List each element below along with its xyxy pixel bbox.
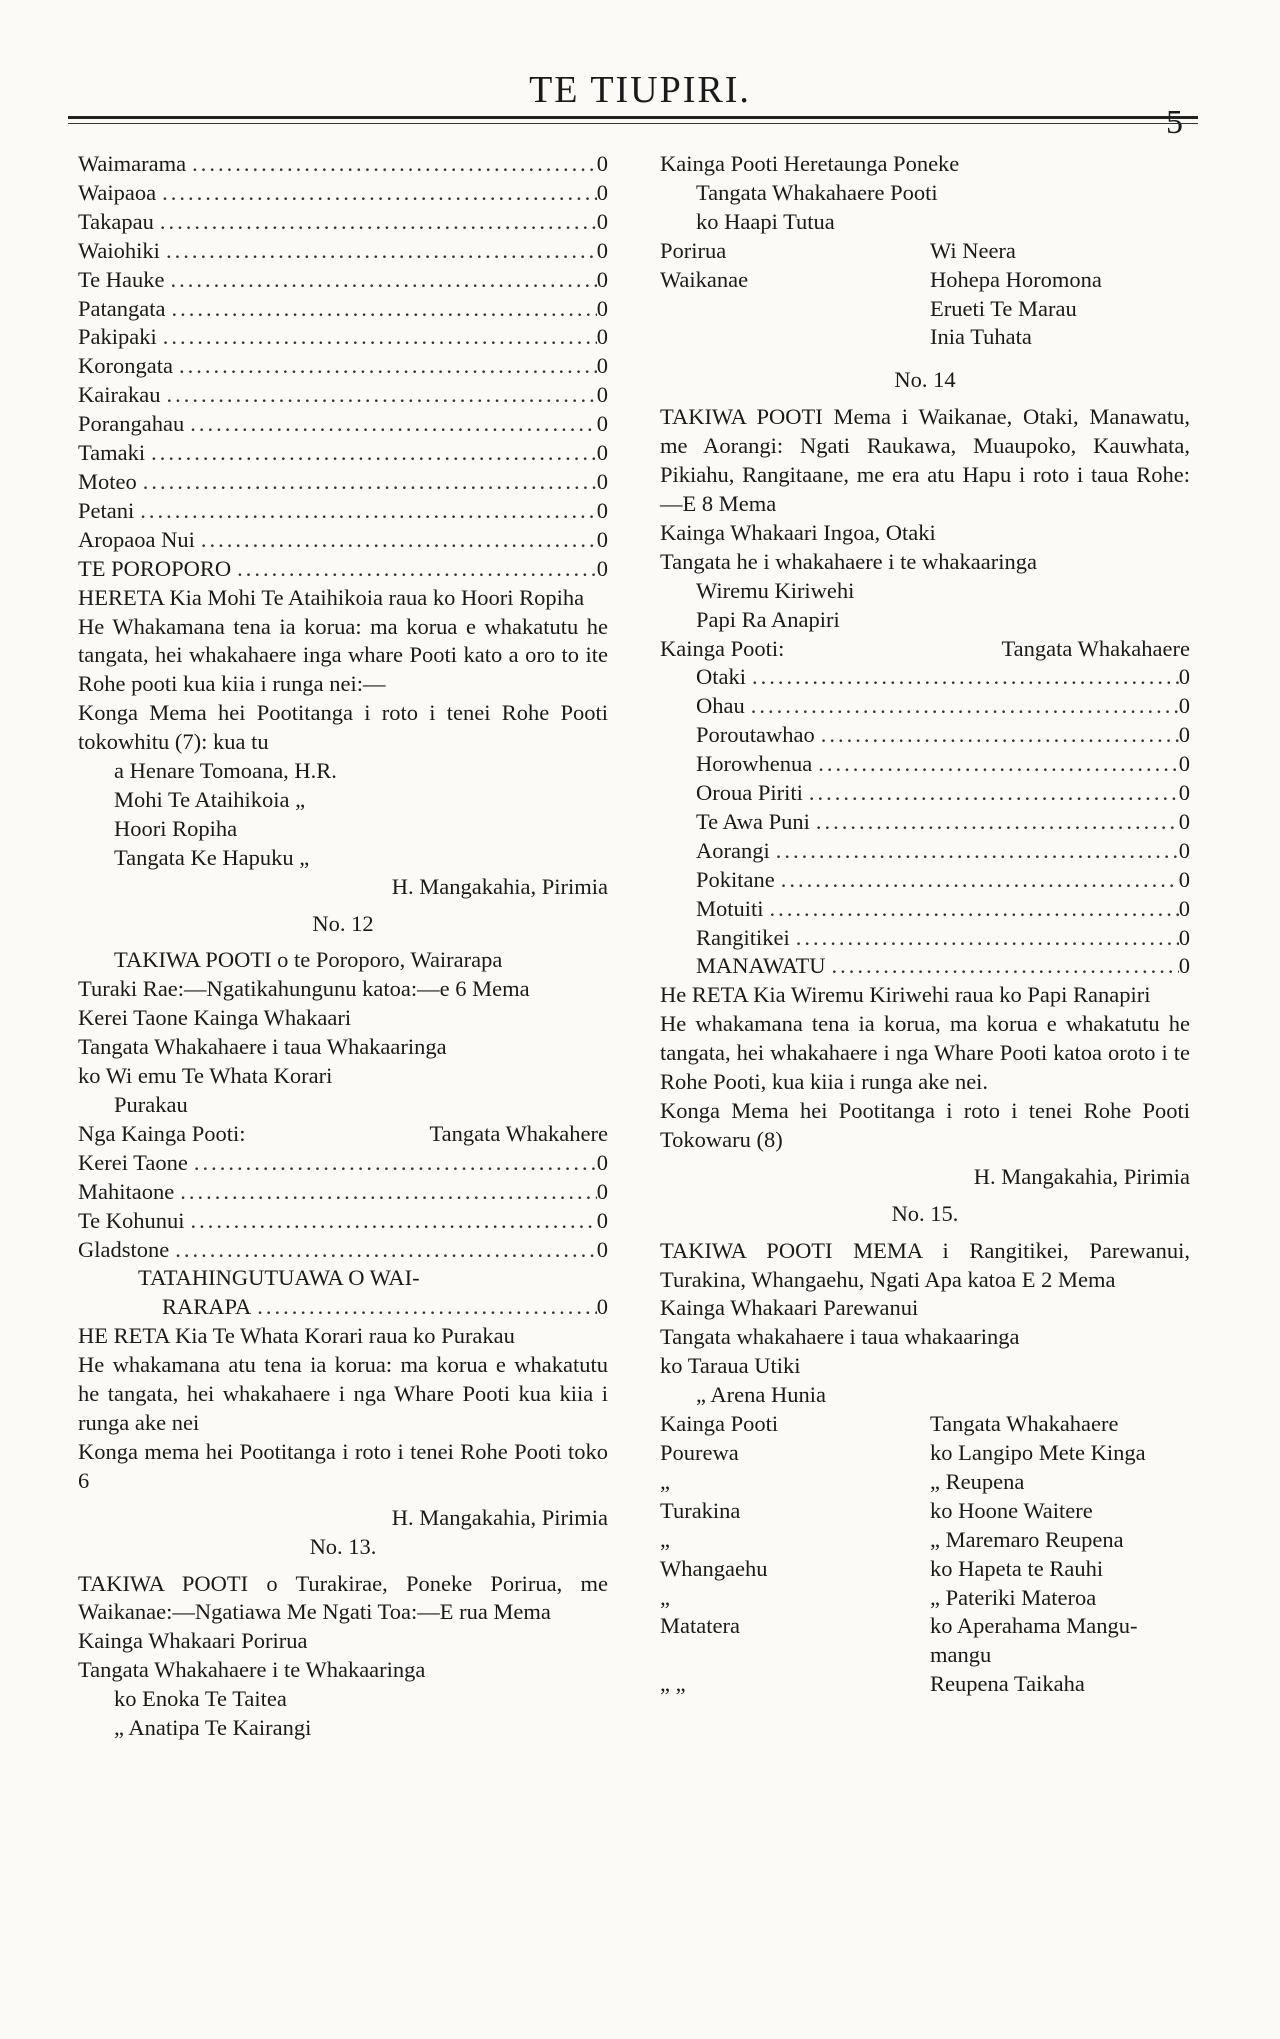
leader-dots	[184, 410, 597, 439]
place-name: Gladstone	[78, 1236, 170, 1262]
place-name: Aropaoa Nui	[78, 526, 195, 552]
place-name: Pokitane	[696, 866, 775, 892]
person-name: ko Hapeta te Rauhi	[930, 1555, 1104, 1581]
vote-count: 0	[596, 497, 608, 523]
leader-dots	[186, 150, 597, 179]
left-column	[78, 150, 608, 1743]
text-line: Purakau	[114, 1092, 188, 1117]
place-name: MANAWATU	[696, 953, 826, 979]
text-line: ko Taraua Utiki	[660, 1353, 801, 1379]
tally-row	[696, 721, 1190, 750]
text-line: Tangata whakahaere i taua whakaaringa	[660, 1324, 1020, 1350]
vote-count: 0	[1178, 808, 1190, 834]
place-name: Motuiti	[696, 895, 764, 921]
person-name: ko Hoone Waitere	[930, 1497, 1093, 1523]
place-name: Mahitaone	[78, 1178, 175, 1204]
place-name: Moteo	[78, 468, 137, 494]
pair-row	[660, 1468, 1190, 1497]
text-line: ko Haapi Tutua	[696, 208, 835, 234]
pair-row	[660, 1526, 1190, 1555]
tally-row	[78, 439, 608, 468]
tally-list-wairarapa	[78, 1149, 608, 1265]
person-name: „ Maremaro Reupena	[930, 1526, 1124, 1552]
takiwa-heading: TAKIWA POOTI o Turakirae, Poneke Porirua, me Waikanae:—Ngatiawa Me Ngati Toa:—E rua Mema	[78, 1570, 608, 1625]
signature: H. Mangakahia, Pirimia	[391, 873, 608, 899]
vote-count: 0	[596, 526, 608, 552]
place-name: „	[660, 1584, 670, 1610]
tally-row	[78, 150, 608, 179]
place-name: Turakina	[660, 1497, 741, 1523]
place-name: Poroutawhao	[696, 722, 815, 748]
place-name: Aorangi	[696, 837, 770, 863]
person-name: ko Langipo Mete Kinga	[930, 1439, 1146, 1465]
hereta-heading: HE RETA Kia Te Whata Korari raua ko Purakau	[78, 1323, 515, 1349]
person-name: Wi Neera	[930, 237, 1016, 263]
vote-count: 0	[596, 266, 608, 292]
electorate-pairs	[660, 1439, 1190, 1699]
place-name: Waipaoa	[78, 179, 157, 205]
vote-count: 0	[596, 237, 608, 263]
person-name: „ Pateriki Materoa	[930, 1584, 1097, 1610]
right-column	[660, 150, 1190, 1699]
paragraph: Konga Mema hei Pootitanga i roto i tenei Rohe Pooti Tokowaru (8)	[660, 1098, 1190, 1152]
vote-count: 0	[1178, 953, 1190, 979]
tally-row	[78, 179, 608, 208]
person-name: ko Aperahama Mangu-	[930, 1613, 1138, 1639]
vote-count: 0	[1178, 866, 1190, 892]
vote-count: 0	[596, 440, 608, 466]
member-list	[78, 757, 608, 873]
leader-dots	[160, 381, 596, 410]
place-name: Porirua	[660, 237, 727, 263]
place-name: Otaki	[696, 664, 746, 690]
vote-count: 0	[596, 382, 608, 408]
member-name: a Henare Tomoana, H.R.	[114, 758, 337, 784]
paragraph: He whakamana atu tena ia korua: ma korua e whakatutu he tangata, hei whakahaere i nga Whare Pooti kua kiia i runga ake nei	[78, 1352, 608, 1435]
signature: H. Mangakahia, Pirimia	[391, 1504, 608, 1530]
signature: H. Mangakahia, Pirimia	[973, 1163, 1190, 1189]
tally-row	[78, 295, 608, 324]
text-line: Tangata Whakahaere Pooti	[696, 179, 938, 205]
leader-dots	[154, 208, 597, 237]
tally-row	[78, 1236, 608, 1265]
tally-list-heretaunga	[78, 150, 608, 584]
paragraph: He Whakamana tena ia korua: ma korua e whakatutu he tangata, hei whakahaere inga whare Pooti kato a oro to ite Rohe pooti kua kiia i runga nei:—	[78, 613, 608, 697]
table-header	[660, 1410, 1190, 1439]
person-name: Reupena Taikaha	[930, 1671, 1085, 1697]
total-value: 0	[596, 1294, 608, 1320]
tally-row	[78, 237, 608, 266]
vote-count: 0	[596, 1178, 608, 1204]
paragraph: Konga mema hei Pootitanga i roto i tenei Rohe Pooti toko 6	[78, 1438, 608, 1493]
place-name: Kairakau	[78, 382, 161, 408]
text-line: ko Wi emu Te Whata Korari	[78, 1063, 333, 1089]
person-name: Hohepa Horomona	[930, 266, 1102, 292]
vote-count: 0	[596, 1236, 608, 1262]
tally-row	[696, 750, 1190, 779]
leader-dots	[251, 1293, 597, 1322]
table-header-left: Nga Kainga Pooti:	[78, 1120, 246, 1146]
person-name: mangu	[930, 1642, 992, 1668]
leader-dots	[770, 837, 1179, 866]
text-line: Papi Ra Anapiri	[696, 606, 840, 632]
person-name: Erueti Te Marau	[930, 295, 1077, 321]
place-name: TE POROPORO	[78, 555, 232, 581]
text-line: ko Enoka Te Taitea	[114, 1686, 287, 1712]
header-rule-thin	[68, 123, 1198, 124]
leader-dots	[745, 692, 1179, 721]
vote-count: 0	[596, 353, 608, 379]
leader-dots	[173, 352, 597, 381]
pair-row	[660, 1584, 1190, 1613]
leader-dots	[195, 526, 597, 555]
tally-row	[696, 837, 1190, 866]
tally-row	[696, 952, 1190, 981]
place-name: Rangitikei	[696, 924, 790, 950]
tally-row	[696, 779, 1190, 808]
vote-count: 0	[596, 179, 608, 205]
total-label: TATAHINGUTUAWA O WAI-	[138, 1265, 420, 1291]
pair-row	[660, 1497, 1190, 1526]
vote-count: 0	[596, 468, 608, 494]
leader-dots	[156, 179, 597, 208]
place-name: Tamaki	[78, 440, 146, 466]
takiwa-heading: TAKIWA POOTI o te Poroporo, Wairarapa	[114, 947, 503, 973]
hereta-heading: He RETA Kia Wiremu Kiriwehi raua ko Papi Ranapiri	[660, 982, 1151, 1008]
page-number: 5	[1166, 104, 1183, 141]
tally-row	[78, 1149, 608, 1178]
leader-dots	[231, 555, 597, 584]
tally-row	[78, 352, 608, 381]
tally-row	[696, 895, 1190, 924]
vote-count: 0	[1178, 751, 1190, 777]
vote-count: 0	[1178, 895, 1190, 921]
place-name: Porangahau	[78, 411, 185, 437]
vote-count: 0	[1178, 924, 1190, 950]
place-name: Te Kohunui	[78, 1207, 185, 1233]
hereta-heading: HERETA Kia Mohi Te Ataihikoia raua ko Hoori Ropiha	[78, 584, 585, 610]
pair-row	[660, 1555, 1190, 1584]
leader-dots	[160, 237, 597, 266]
tally-row	[78, 381, 608, 410]
vote-count: 0	[1178, 664, 1190, 690]
leader-dots	[188, 1149, 597, 1178]
leader-dots	[790, 924, 1179, 953]
tally-row	[78, 266, 608, 295]
text-line: Tangata Whakahaere i te Whakaaringa	[78, 1657, 426, 1683]
leader-dots	[825, 952, 1178, 981]
tally-row	[78, 526, 608, 555]
leader-dots	[812, 750, 1179, 779]
place-name: Matatera	[660, 1613, 740, 1639]
pair-row	[660, 237, 1190, 266]
member-name: Mohi Te Ataihikoia „	[114, 786, 306, 812]
place-name: „	[660, 1468, 670, 1494]
person-name: Inia Tuhata	[930, 324, 1032, 350]
leader-dots	[169, 1236, 597, 1265]
table-header-right: Tangata Whakahaere	[930, 1411, 1119, 1437]
place-name: Korongata	[78, 353, 173, 379]
leader-dots	[134, 497, 597, 526]
header-rule	[68, 116, 1198, 119]
leader-dots	[157, 323, 597, 352]
leader-dots	[764, 895, 1179, 924]
takiwa-heading: TAKIWA POOTI MEMA i Rangitikei, Parewanui, Turakina, Whangaehu, Ngati Apa katoa E 2 Mema	[660, 1237, 1190, 1292]
place-name: Pakipaki	[78, 324, 157, 350]
pair-row	[660, 1612, 1190, 1641]
place-name: Takapau	[78, 208, 154, 234]
masthead-title: TE TIUPIRI.	[529, 69, 751, 111]
person-name: „ Reupena	[930, 1468, 1025, 1494]
vote-count: 0	[596, 295, 608, 321]
place-name: Whangaehu	[660, 1555, 768, 1581]
place-name: Ohau	[696, 693, 745, 719]
leader-dots	[165, 295, 596, 324]
tally-row	[78, 323, 608, 352]
tally-row	[78, 497, 608, 526]
pair-row	[660, 266, 1190, 295]
place-name: Oroua Piriti	[696, 780, 803, 806]
place-name: Patangata	[78, 295, 166, 321]
table-header-right: Tangata Whakahere	[429, 1120, 608, 1146]
place-name	[660, 1641, 930, 1670]
place-name: Pourewa	[660, 1439, 739, 1465]
text-line: Kerei Taone Kainga Whakaari	[78, 1005, 352, 1031]
place-name: Kerei Taone	[78, 1149, 188, 1175]
section-number-14: No. 14	[894, 367, 956, 393]
vote-count: 0	[596, 1207, 608, 1233]
tally-row	[78, 468, 608, 497]
section-number-15: No. 15.	[891, 1200, 959, 1226]
place-name: Te Hauke	[78, 266, 165, 292]
place-name: Horowhenua	[696, 751, 813, 777]
section-number-13: No. 13.	[309, 1533, 377, 1559]
tally-row	[696, 924, 1190, 953]
vote-count: 0	[596, 555, 608, 581]
vote-count: 0	[596, 1149, 608, 1175]
tally-row	[696, 866, 1190, 895]
place-name: Te Awa Puni	[696, 808, 810, 834]
text-line: Kainga Whakaari Ingoa, Otaki	[660, 519, 936, 545]
vote-count: 0	[596, 324, 608, 350]
pair-row	[660, 323, 1190, 352]
total-row	[78, 1293, 608, 1322]
vote-count: 0	[596, 208, 608, 234]
text-line: Wiremu Kiriwehi	[696, 577, 855, 603]
tally-row	[78, 1178, 608, 1207]
text-line: Kainga Whakaari Parewanui	[660, 1295, 919, 1321]
table-header-right: Tangata Whakahaere	[1001, 635, 1190, 661]
text-line: Kainga Whakaari Porirua	[78, 1628, 308, 1654]
tally-list-manawatu	[660, 663, 1190, 981]
vote-count: 0	[596, 411, 608, 437]
place-name: Petani	[78, 497, 135, 523]
text-line: „ Anatipa Te Kairangi	[114, 1715, 312, 1741]
table-header	[78, 1120, 608, 1149]
leader-dots	[815, 721, 1179, 750]
tally-row	[78, 555, 608, 584]
section-number-12: No. 12	[312, 910, 374, 936]
table-header	[660, 635, 1190, 664]
leader-dots	[145, 439, 597, 468]
place-name: Waikanae	[660, 266, 749, 292]
text-line: Kainga Pooti Heretaunga Poneke	[660, 151, 960, 176]
tally-row	[78, 410, 608, 439]
text-line: Tangata Whakahaere i taua Whakaaringa	[78, 1034, 447, 1060]
leader-dots	[810, 808, 1179, 837]
text-line: „ Arena Hunia	[696, 1382, 826, 1408]
vote-count: 0	[1178, 722, 1190, 748]
leader-dots	[137, 468, 597, 497]
text-line: Turaki Rae:—Ngatikahungunu katoa:—e 6 Mema	[78, 976, 530, 1002]
table-header-left: Kainga Pooti:	[660, 635, 785, 661]
pair-row	[660, 295, 1190, 324]
paragraph: He whakamana tena ia korua, ma korua e whakatutu he tangata, hei whakahaere i nga Whare Pooti katoa oroto i te Rohe Pooti, kua kiia i runga ake nei.	[660, 1011, 1190, 1095]
member-name: Tangata Ke Hapuku „	[114, 844, 310, 870]
vote-count: 0	[1178, 780, 1190, 806]
tally-row	[696, 692, 1190, 721]
leader-dots	[803, 779, 1179, 808]
vote-count: 0	[596, 151, 608, 176]
tally-row	[78, 1207, 608, 1236]
tally-row	[696, 663, 1190, 692]
place-name: Waiohiki	[78, 237, 160, 263]
leader-dots	[746, 663, 1179, 692]
vote-count: 0	[1178, 693, 1190, 719]
leader-dots	[165, 266, 597, 295]
pair-row	[660, 1641, 1190, 1670]
total-label: RARAPA	[162, 1294, 252, 1320]
pair-row	[660, 1670, 1190, 1699]
place-name: „	[660, 1526, 670, 1552]
place-name: Waimarama	[78, 151, 187, 176]
pair-row	[660, 1439, 1190, 1468]
table-header-left: Kainga Pooti	[660, 1411, 779, 1437]
tally-row	[78, 208, 608, 237]
vote-count: 0	[1178, 837, 1190, 863]
member-name: Hoori Ropiha	[114, 815, 238, 841]
leader-dots	[775, 866, 1179, 895]
place-name: „ „	[660, 1671, 686, 1697]
paragraph: Konga Mema hei Pootitanga i roto i tenei Rohe Pooti tokowhitu (7): kua tu	[78, 700, 608, 755]
takiwa-heading: TAKIWA POOTI Mema i Waikanae, Otaki, Manawatu, me Aorangi: Ngati Raukawa, Muaupoko, Kauwhata, Pikiahu, Rangitaane, me era atu Hapu i roto i taua Rohe:—E 8 Mema	[660, 404, 1190, 516]
leader-dots	[174, 1178, 597, 1207]
tally-row	[696, 808, 1190, 837]
leader-dots	[185, 1207, 597, 1236]
text-line: Tangata he i whakahaere i te whakaaringa	[660, 548, 1037, 574]
